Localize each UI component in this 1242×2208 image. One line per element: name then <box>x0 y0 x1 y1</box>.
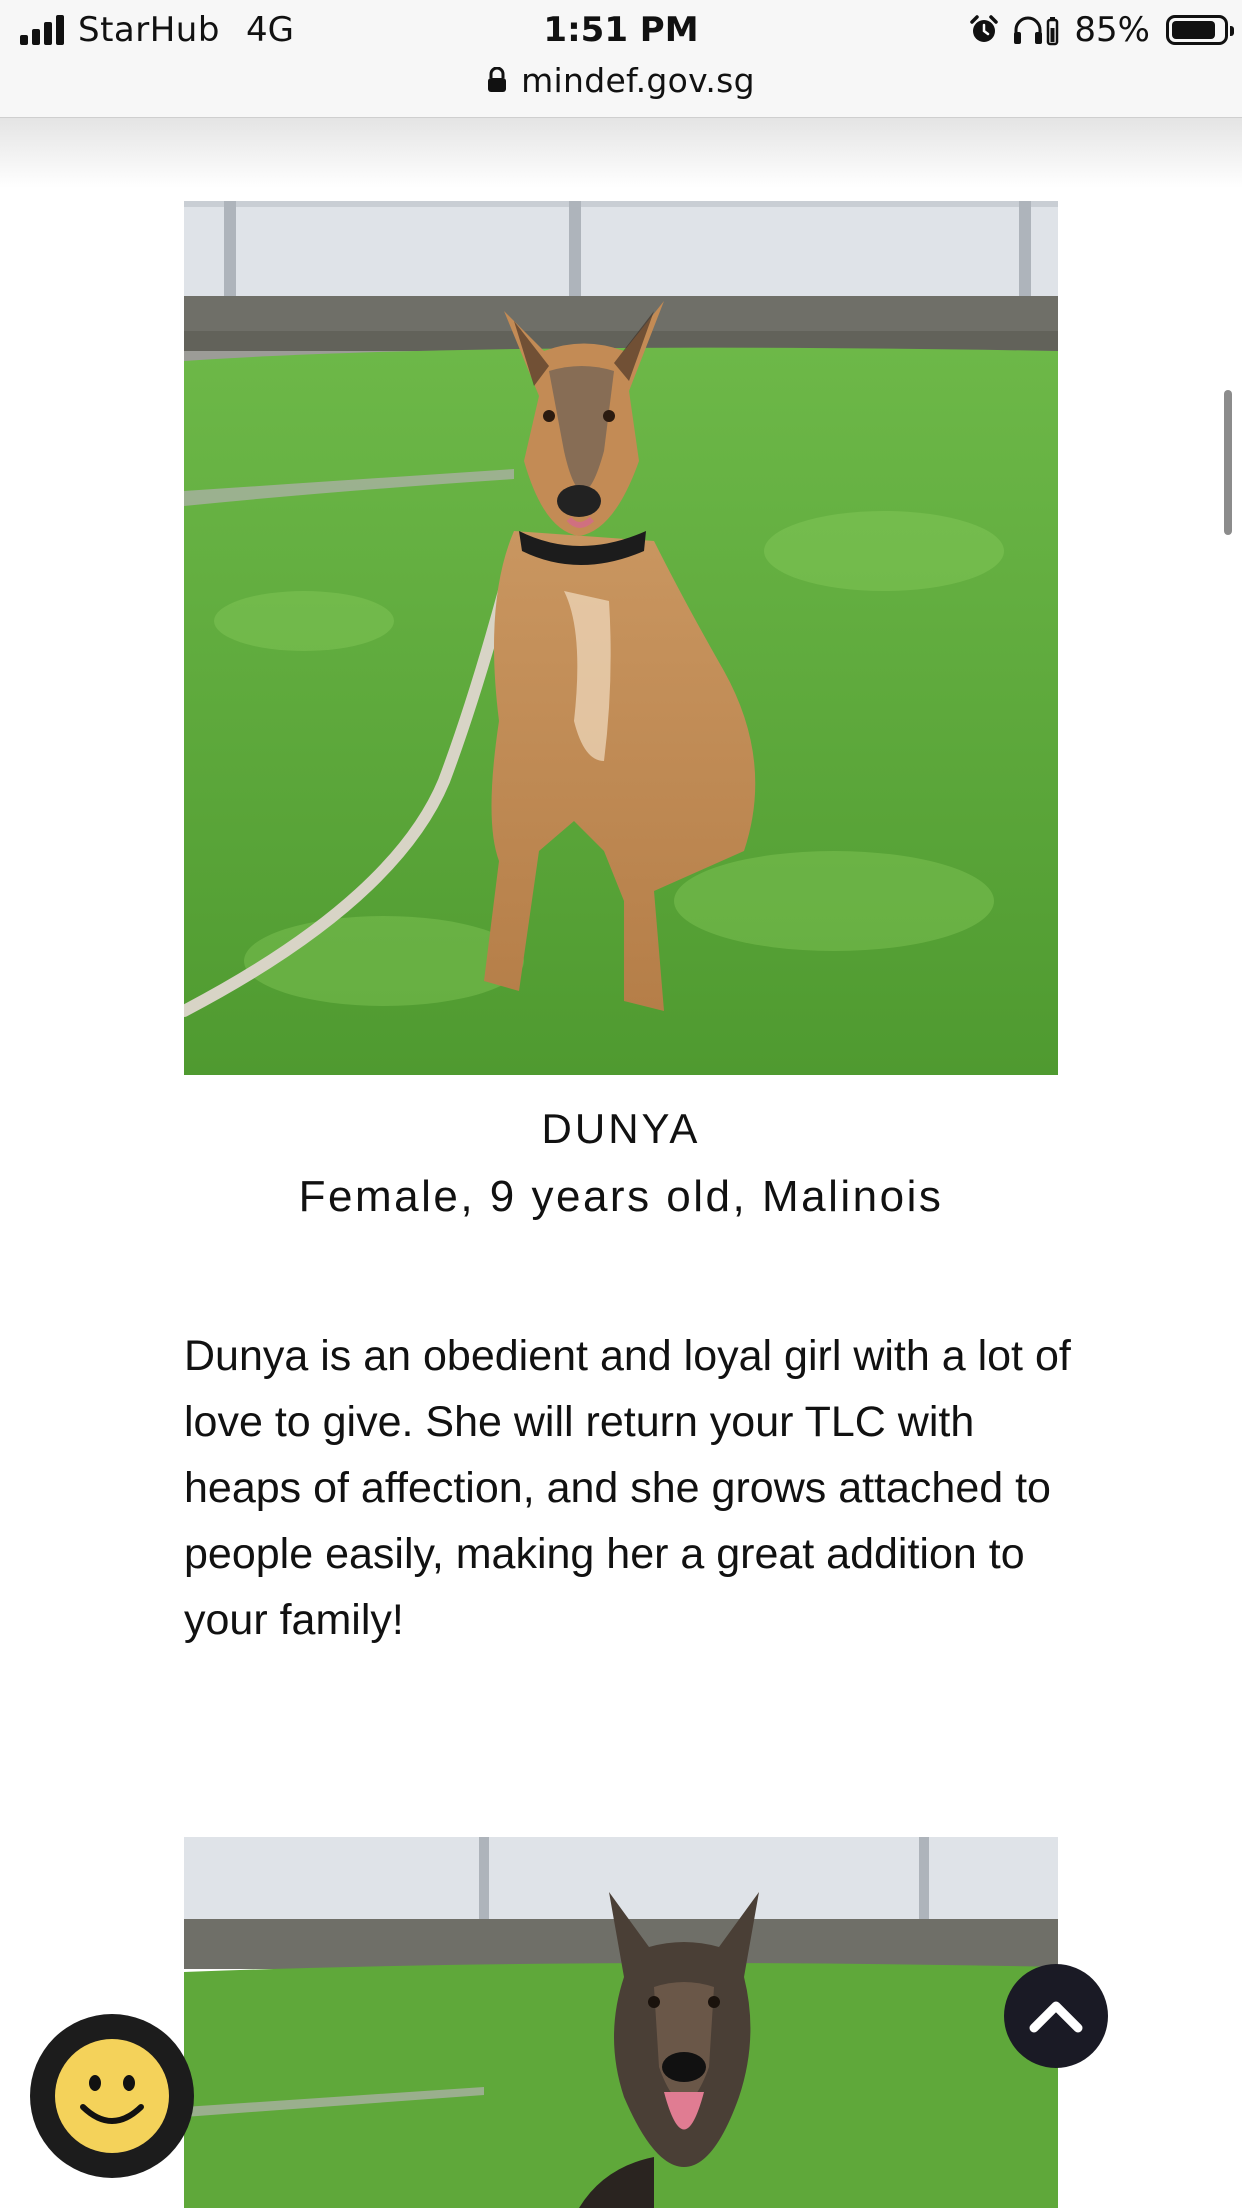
back-to-top-button[interactable] <box>1004 1964 1108 2068</box>
dog-details: Female, 9 years old, Malinois <box>298 1172 944 1221</box>
url-text[interactable]: mindef.gov.sg <box>521 60 755 100</box>
alarm-icon <box>968 14 1000 46</box>
headphones-battery-icon <box>1012 14 1060 46</box>
top-bar-shadow <box>0 118 1242 188</box>
dog-photo-illustration <box>184 201 1058 1075</box>
carrier-name: StarHub <box>78 10 220 50</box>
dog-description: Dunya is an obedient and loyal girl with a lot of love to give. She will return your TLC with heaps of affection, and she grows attached to people easily, making her a great addition to your family! <box>184 1332 1071 1644</box>
smiley-face-icon <box>53 2037 171 2155</box>
lock-icon <box>487 67 507 93</box>
status-time: 1:51 PM <box>543 10 699 50</box>
url-bar[interactable] <box>0 58 1242 102</box>
chevron-up-icon <box>1028 1998 1084 2034</box>
battery-icon <box>1166 15 1228 45</box>
dog-photo-dunya <box>184 201 1058 1075</box>
dog-name: DUNYA <box>541 1105 701 1152</box>
battery-percent: 85% <box>1074 10 1150 50</box>
dog-photo-next <box>184 1837 1058 2208</box>
scrollbar-thumb[interactable] <box>1224 390 1232 535</box>
browser-top-bar <box>0 0 1242 118</box>
feedback-button[interactable] <box>30 2014 194 2178</box>
status-bar-right <box>968 8 1228 52</box>
network-type: 4G <box>245 10 294 50</box>
dog-photo-illustration-2 <box>184 1837 1058 2208</box>
